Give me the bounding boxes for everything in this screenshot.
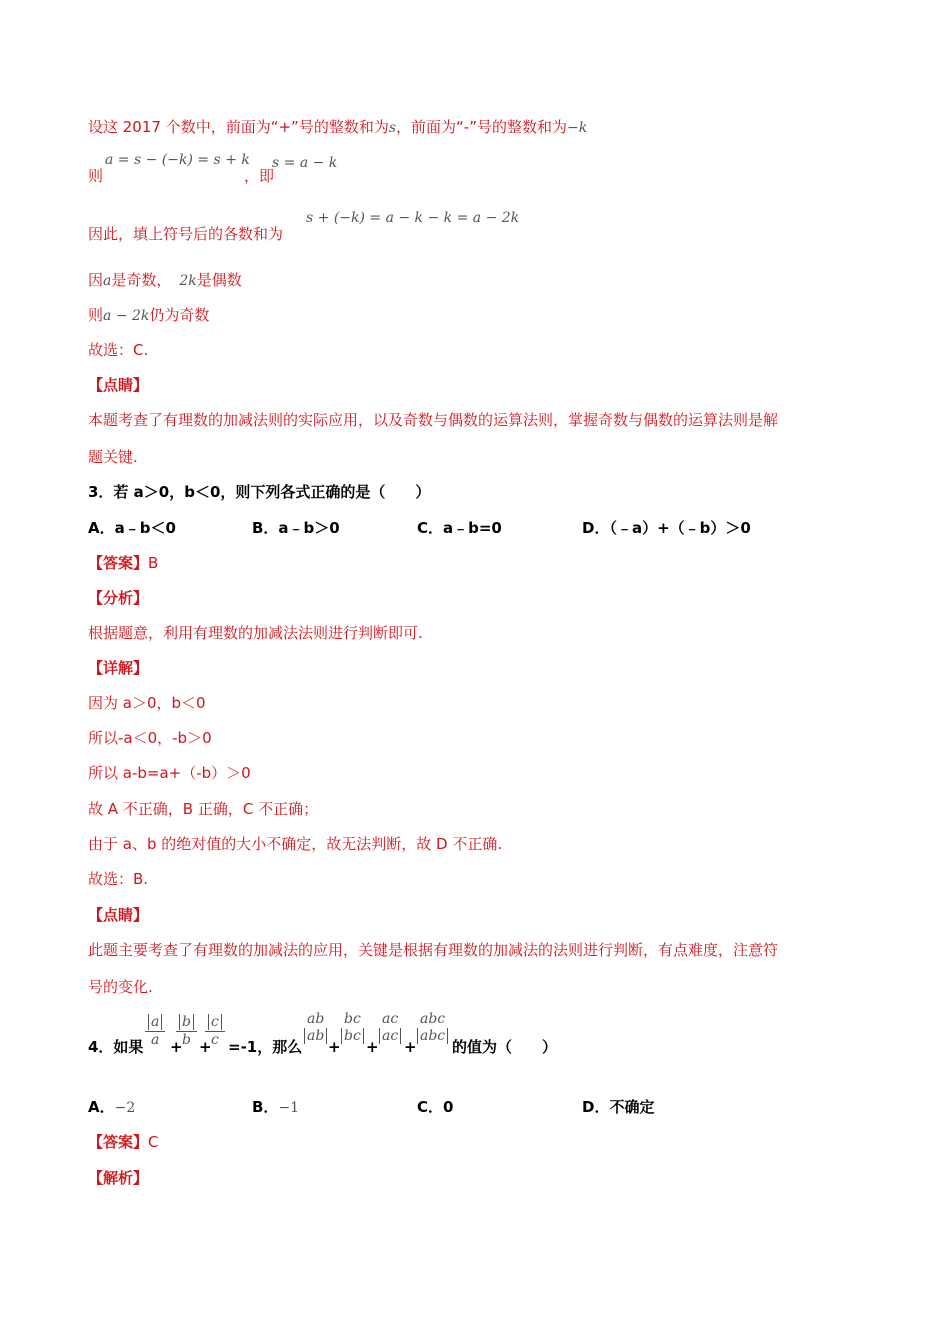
label-ze: 则 xyxy=(88,167,104,185)
option-value: −1 xyxy=(278,1100,300,1116)
section-dianjing: 【点睛】 xyxy=(88,376,149,394)
frac-den: ac xyxy=(379,1028,401,1044)
frac-num: a xyxy=(148,1014,162,1030)
q3-option-b: B．a﹣b＞0 xyxy=(252,519,340,537)
frac-den: c xyxy=(205,1031,225,1049)
frac-den: b xyxy=(176,1031,197,1049)
math-s: s xyxy=(388,120,397,136)
q3-summary-line-1: 此题主要考查了有理数的加减法的应用，关键是根据有理数的加减法的法则进行判断，有点难度，注意符 xyxy=(88,941,779,959)
q4-mid: =-1，那么 xyxy=(228,1038,303,1056)
frac-num: bc xyxy=(344,1011,361,1027)
fraction-abc-over-abs-abc xyxy=(414,1011,451,1045)
fraction-ac-over-abs-ac xyxy=(376,1011,404,1045)
plus-sign: + xyxy=(404,1038,417,1056)
q4-option-a xyxy=(88,1097,135,1118)
para-line-1 xyxy=(88,117,587,138)
fraction-abs-b-over-b xyxy=(176,1014,197,1049)
option-label: B． xyxy=(252,1098,279,1116)
detail-line-5: 由于 a、b 的绝对值的大小不确定，故无法判断，故 D 不正确. xyxy=(88,835,503,853)
detail-line-3: 所以 a-b=a+（-b）＞0 xyxy=(88,764,251,782)
q4-option-b xyxy=(252,1097,299,1118)
frac-den: ab xyxy=(304,1028,327,1044)
label-ji: ，即 xyxy=(244,167,275,185)
fraction-abs-a-over-a xyxy=(145,1014,165,1049)
frac-den: bc xyxy=(341,1028,364,1044)
q3-option-c: C．a﹣b=0 xyxy=(417,519,502,537)
text-segment: 设这 2017 个数中，前面为“+”号的整数和为 xyxy=(88,118,389,136)
q3-option-a: A．a﹣b＜0 xyxy=(88,519,176,537)
section-xiangjie: 【详解】 xyxy=(88,659,149,677)
section-jiexi: 【解析】 xyxy=(88,1169,149,1187)
plus-sign: + xyxy=(366,1038,379,1056)
option-value: −2 xyxy=(114,1100,136,1116)
para-odd xyxy=(88,270,242,291)
q4-prefix: 4．如果 xyxy=(88,1038,144,1056)
equation-3: s + (−k) = a − k − k = a − 2k xyxy=(306,210,520,226)
frac-num: ab xyxy=(307,1011,325,1027)
fraction-bc-over-abs-bc xyxy=(338,1011,367,1045)
answer-label: 【答案】 xyxy=(88,1133,149,1151)
q3-option-d: D．（﹣a）+（﹣b）＞0 xyxy=(582,519,751,537)
frac-num: ac xyxy=(382,1011,399,1027)
q4-option-d: D．不确定 xyxy=(582,1098,655,1116)
q3-summary-line-2: 号的变化. xyxy=(88,978,153,996)
q4-option-c: C．0 xyxy=(417,1098,454,1116)
text-segment: ，前面为“-”号的整数和为 xyxy=(396,118,567,136)
section-dianjing-q3: 【点睛】 xyxy=(88,906,149,924)
math-a: a xyxy=(103,273,112,289)
equation-1: a = s − (−k) = s + k xyxy=(105,152,250,168)
para-still-odd xyxy=(88,305,209,326)
summary-line-1: 本题考查了有理数的加减法则的实际应用，以及奇数与偶数的运算法则，掌握奇数与偶数的运算法则是解 xyxy=(88,411,779,429)
text-segment: 仍为奇数 xyxy=(149,306,210,324)
math-neg-k: −k xyxy=(566,120,588,136)
text-segment: 是偶数 xyxy=(196,271,242,289)
summary-line-2: 题关键. xyxy=(88,448,138,466)
question-3-stem: 3．若 a＞0，b＜0，则下列各式正确的是（ ） xyxy=(88,483,431,501)
detail-line-1: 因为 a＞0，b＜0 xyxy=(88,694,206,712)
answer-value: B xyxy=(148,554,159,572)
text-segment: 是奇数， xyxy=(111,271,172,289)
q4-suffix: 的值为（ ） xyxy=(452,1038,558,1056)
detail-line-2: 所以-a＜0，-b＞0 xyxy=(88,729,212,747)
frac-num: b xyxy=(179,1014,194,1030)
detail-line-4: 故 A 不正确，B 正确，C 不正确； xyxy=(88,800,319,818)
fraction-ab-over-abs-ab xyxy=(301,1011,330,1045)
answer-label: 【答案】 xyxy=(88,554,149,572)
answer-value: C xyxy=(148,1133,159,1151)
frac-num: c xyxy=(208,1014,222,1030)
para-yinci: 因此，填上符号后的各数和为 xyxy=(88,225,284,243)
detail-line-6: 故选：B. xyxy=(88,870,149,888)
math-a-2k: a − 2k xyxy=(103,308,150,324)
equation-2: s = a − k xyxy=(272,155,338,171)
frac-den: a xyxy=(145,1031,165,1049)
math-2k: 2k xyxy=(179,273,197,289)
fraction-abs-c-over-c xyxy=(205,1014,225,1049)
plus-sign: + xyxy=(328,1038,341,1056)
q4-answer xyxy=(88,1132,159,1152)
q3-answer xyxy=(88,553,158,573)
choice-line: 故选：C. xyxy=(88,341,149,359)
plus-sign: + xyxy=(199,1038,212,1056)
frac-den: abc xyxy=(417,1028,448,1044)
option-label: A． xyxy=(88,1098,115,1116)
text-segment: 则 xyxy=(88,306,104,324)
fenxi-text: 根据题意，利用有理数的加减法法则进行判断即可. xyxy=(88,624,423,642)
section-fenxi: 【分析】 xyxy=(88,589,149,607)
frac-num: abc xyxy=(420,1011,446,1027)
plus-sign: + xyxy=(170,1038,183,1056)
text-segment: 因 xyxy=(88,271,104,289)
